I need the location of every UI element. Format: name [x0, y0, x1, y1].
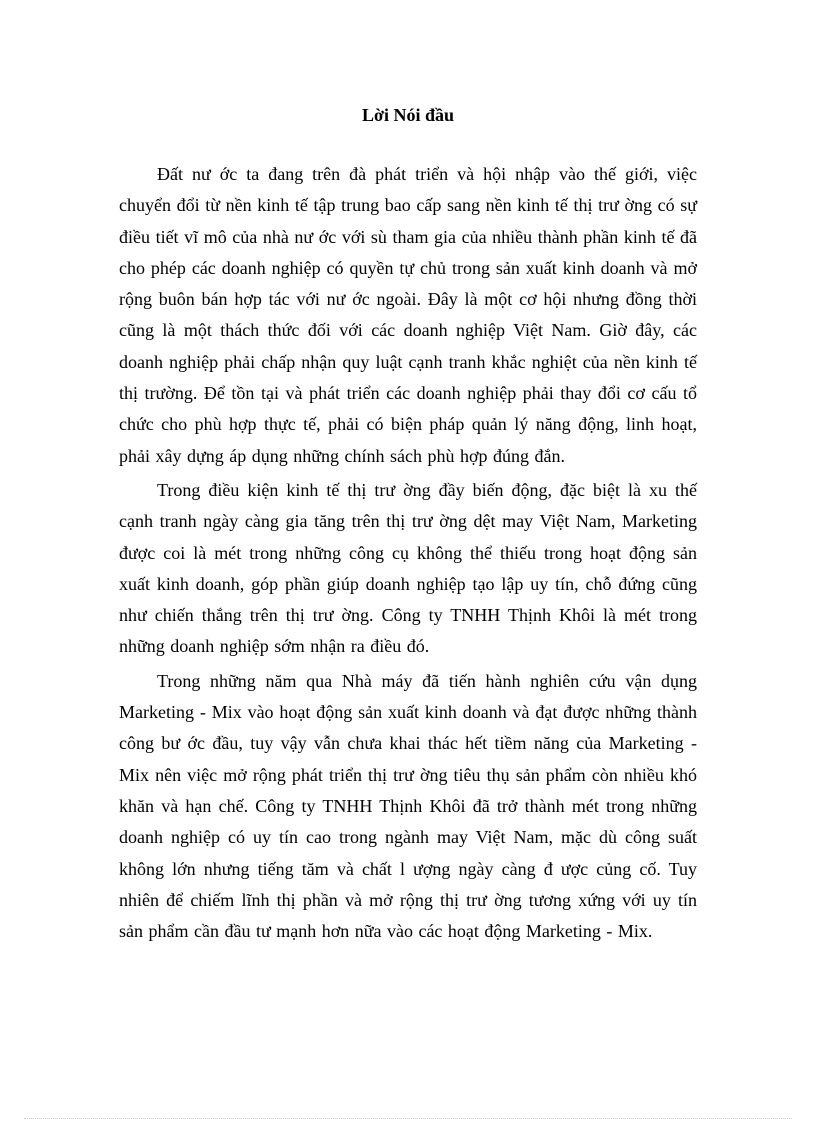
paragraph-2: Trong điều kiện kinh tế thị trư ờng đầy biến động, đặc biệt là xu thế cạnh tranh ngày càng gia tăng trên thị trư ờng dệt may Việt Nam, Marketing được coi là mét trong những công cụ không thể thiếu trong hoạt động sản xuất kinh doanh, góp phần giúp doanh nghiệp tạo lập uy tín, chỗ đứng cũng như chiến thắng trên thị trư ờng. Công ty TNHH Thịnh Khôi là mét trong những doanh nghiệp sớm nhận ra điều đó. — [119, 479, 697, 657]
paragraph-3: Trong những năm qua Nhà máy đã tiến hành nghiên cứu vận dụng Marketing - Mix vào hoạt động sản xuất kinh doanh và đạt được những thành công bư ớc đầu, tuy vậy vẫn chưa khai thác hết tiềm năng của Marketing - Mix nên việc mở rộng phát triển thị trư ờng tiêu thụ sản phẩm còn nhiều khó khăn và hạn chế. Công ty TNHH Thịnh Khôi đã trở thành mét trong những doanh nghiệp có uy tín cao trong ngành may Việt Nam, mặc dù công suất không lớn nhưng tiếng tăm và chất l ượng ngày càng đ ược củng cố. Tuy nhiên để chiếm lĩnh thị phần và mở rộng thị trư ờng tương xứng với uy tín sản phẩm cần đầu tư mạnh hơn nữa vào các hoạt động Marketing - Mix. — [119, 670, 697, 942]
body-text — [119, 159, 697, 947]
page-bottom-divider — [24, 1118, 792, 1119]
paragraph-1: Đất nư ớc ta đang trên đà phát triển và hội nhập vào thế giới, việc chuyển đổi từ nền kinh tế tập trung bao cấp sang nền kinh tế thị trư ờng có sự điều tiết vĩ mô của nhà nư ớc với sù tham gia của nhiều thành phần kinh tế đã cho phép các doanh nghiệp có quyền tự chủ trong sản xuất kinh doanh và mở rộng buôn bán hợp tác với nư ớc ngoài. Đây là một cơ hội nhưng đồng thời cũng là một thách thức đối với các doanh nghiệp Việt Nam. Giờ đây, các doanh nghiệp phải chấp nhận quy luật cạnh tranh khắc nghiệt của nền kinh tế thị trường. Để tồn tại và phát triển các doanh nghiệp phải thay đổi cơ cấu tổ chức cho phù hợp thực tế, phải có biện pháp quản lý năng động, linh hoạt, phải xây dựng áp dụng những chính sách phù hợp đúng đắn. — [119, 164, 697, 466]
page-title: Lời Nói đầu — [362, 105, 454, 125]
